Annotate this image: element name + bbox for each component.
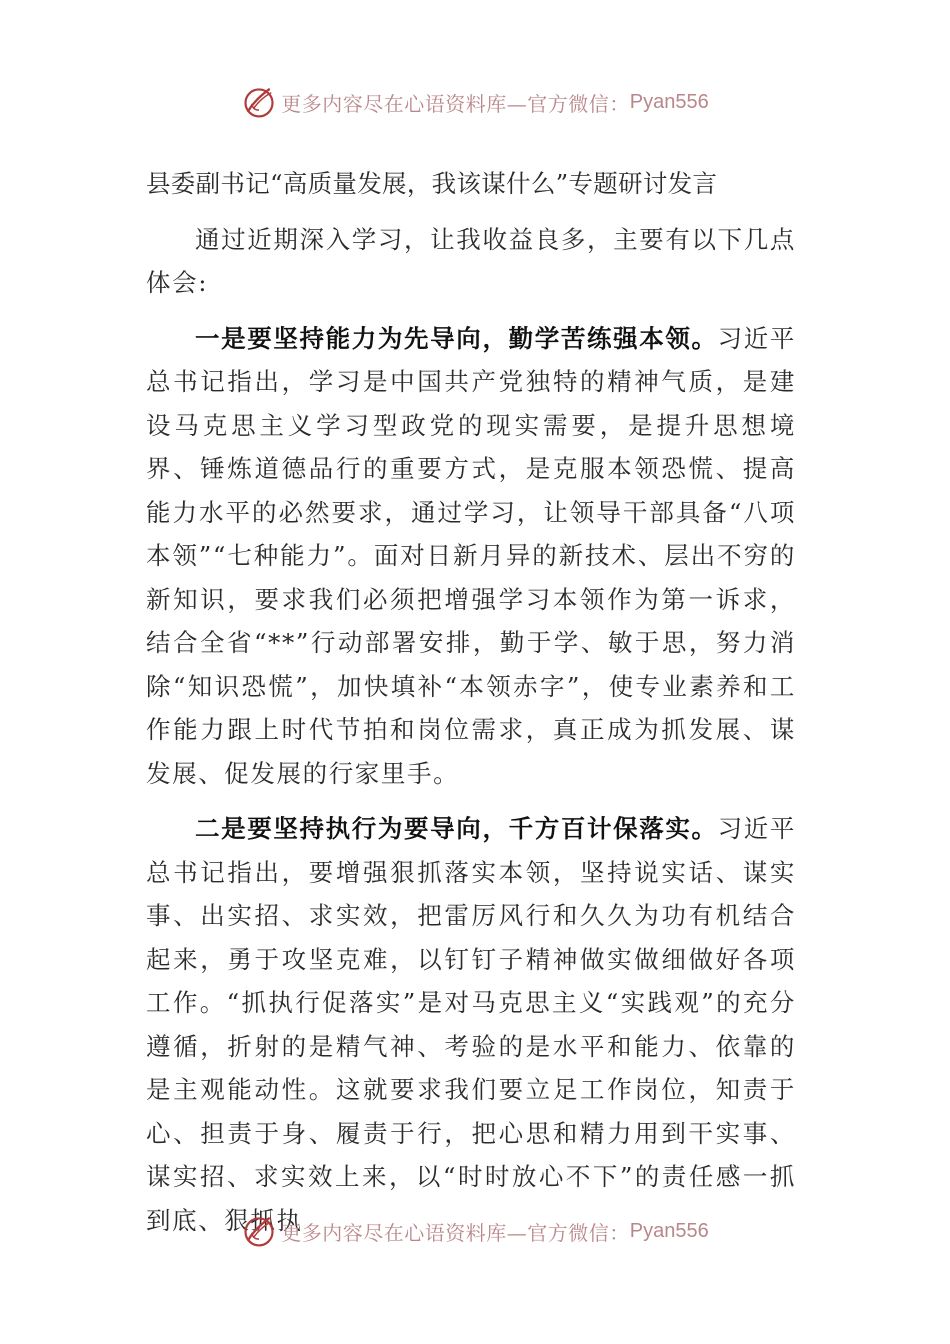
point-paragraph-1 [146,317,796,796]
watermark-banner-bottom [0,1211,950,1251]
document-title: 县委副书记“高质量发展，我该谋什么”专题研讨发言 [146,169,718,198]
watermark-text: 更多内容尽在心语资料库—官方微信： [281,91,630,116]
intro-paragraph: 通过近期深入学习，让我收益良多，主要有以下几点体会: [146,224,796,297]
watermark-banner-top [0,82,950,122]
watermark-text: 更多内容尽在心语资料库—官方微信： [281,1220,630,1245]
point-paragraph-2 [146,807,796,1242]
point-body-1: 习近平总书记指出，学习是中国共产党独特的精神气质，是建设马克思主义学习型政党的现实需要，是提升思想境界、锤炼道德品行的重要方式，是克服本领恐慌、提高能力水平的必然要求，通过学习，让领导干部具备“八项本领”“七种能力”。面对日新月异的新技术、层出不穷的新知识，要求我们必须把增强学习本领作为第一诉求，结合全省“**”行动部署安排，勤于学、敏于思，努力消除“知识恐慌”，加快填补“本领赤字”，使专业素养和工作能力跟上时代节拍和岗位需求，真正成为抓发展、谋发展、促发展的行家里手。 [146,323,796,788]
quill-seal-icon [241,84,277,120]
point-lead-1: 一是要坚持能力为先导向，勤学苦练强本领。 [195,323,718,353]
watermark-handle: Pyan556 [629,90,709,113]
point-body-2: 习近平总书记指出，要增强狠抓落实本领，坚持说实话、谋实事、出实招、求实效，把雷厉风行和久久为功有机结合起来，勇于攻坚克难，以钉钉子精神做实做细做好各项工作。“抓执行促落实”是对马克思主义“实践观”的充分遵循，折射的是精气神、考验的是水平和能力、依靠的是主观能动性。这就要求我们要立足工作岗位，知责于心、担责于身、履责于行，把心思和精力用到干实事、谋实招、求实效上来，以“时时放心不下”的责任感一抓到底、狠抓执 [146,814,796,1235]
point-lead-2: 二是要坚持执行为要导向，千方百计保落实。 [195,814,718,843]
quill-seal-icon [241,1213,277,1249]
watermark-handle: Pyan556 [629,1219,709,1242]
document-body [146,162,796,1254]
